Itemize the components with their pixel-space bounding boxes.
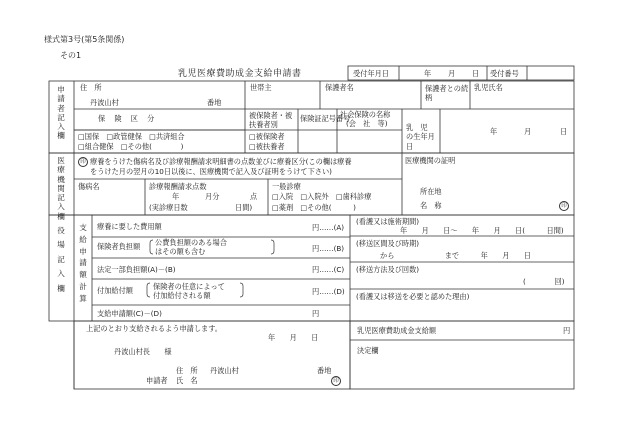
address-label: 住 所 xyxy=(80,83,102,92)
birth-label: 乳 児 の生年月日 xyxy=(406,123,435,151)
payment-yen: 円 xyxy=(563,326,571,335)
additional-benefit-label: 付加給付額 xyxy=(97,286,133,295)
transfer-section-label: (移送区間及び時期) xyxy=(356,239,420,248)
insurance-options-2[interactable]: □組合健保 □その他( ) xyxy=(78,142,184,151)
medical-note-2: をうけた月の翌月の10日以後に、医療機関で記入及び証明をうけて下さい) xyxy=(90,167,332,176)
insurer-burden-unit: 円……(B) xyxy=(312,244,345,253)
days-unit: 日間) xyxy=(235,203,253,212)
householder-field[interactable] xyxy=(250,94,318,108)
infant-name-label: 乳児氏名 xyxy=(474,83,503,92)
guardian-field[interactable] xyxy=(322,94,419,108)
transfer-method-label: (移送方法及び回数) xyxy=(356,265,420,274)
disease-label: 傷病名 xyxy=(78,182,100,191)
points-label: 診療報酬請求点数 xyxy=(149,182,207,191)
insured-option-2[interactable]: □被扶養者 xyxy=(249,142,285,151)
burden-note-1: 公費負担額のある場合 xyxy=(155,238,227,247)
medical-section-label: 医療機関記入欄 xyxy=(57,156,65,221)
guardian-label: 保護者名 xyxy=(325,83,354,92)
applicant-label: 申請者 xyxy=(146,376,168,385)
insurance-number-label: 保険証記号番号 xyxy=(300,114,351,123)
insurance-number-field[interactable] xyxy=(299,131,335,151)
care-period-label: (看護又は施術期間) xyxy=(356,217,420,226)
receipt-nen: 年 xyxy=(424,69,432,78)
necessity-reason-label: (看護又は移送を必要と認めた理由) xyxy=(356,292,470,301)
facility-seal-icon: 印 xyxy=(559,201,569,211)
category-options-2[interactable]: □薬剤 □その他( ) xyxy=(272,203,356,212)
certify-label: 医療機関の証明 xyxy=(405,156,456,165)
office-section-label: 役場記入欄 xyxy=(57,226,65,293)
payment-amount-field[interactable] xyxy=(460,323,560,337)
receipt-tsuki: 月 xyxy=(448,69,456,78)
receipt-date-label: 受付年月日 xyxy=(353,69,389,78)
applicant-seal-icon: 印 xyxy=(331,376,341,386)
declaration-text: 上記のとおり支給されるよう申請します。 xyxy=(86,324,222,333)
cost-unit: 円……(A) xyxy=(312,223,345,232)
birth-hi: 日 xyxy=(560,127,568,136)
category-options-1[interactable]: □入院 □入院外 □歯科診療 xyxy=(272,192,372,201)
relation-label: 保護者との続柄 xyxy=(425,84,469,103)
page-title: 乳児医療費助成金支給申請書 xyxy=(178,69,302,79)
copay-label: 法定一部負担額(A)－(B) xyxy=(97,265,176,274)
birth-tsuki: 月 xyxy=(524,127,532,136)
receipt-number-field[interactable] xyxy=(528,67,573,79)
addressee: 丹波山村長 様 xyxy=(114,347,172,356)
transfer-method-value: ( 回) xyxy=(523,277,565,286)
receipt-hi: 日 xyxy=(472,69,480,78)
insurance-options-1[interactable]: □国保 □政管健保 □共済組合 xyxy=(78,132,185,141)
form-id: 様式第3号(第5条関係) xyxy=(44,35,125,44)
care-period-value: 年 月 日～ 年 月 日( 日間) xyxy=(400,226,564,235)
address-value: 丹波山村 xyxy=(90,98,119,107)
sheet-label: その1 xyxy=(60,51,82,60)
infant-name-field[interactable] xyxy=(472,94,572,108)
birth-nen: 年 xyxy=(490,127,498,136)
applicant-name-label: 氏 名 xyxy=(176,376,198,385)
burden-note-2: はその額も含む xyxy=(155,247,206,256)
additional-benefit-unit: 円……(D) xyxy=(312,287,345,296)
points-unit: 点 xyxy=(250,192,258,201)
receipt-number-label: 受付番号 xyxy=(490,69,519,78)
calc-label: 支給申請額計算 xyxy=(79,223,87,303)
claim-amount-unit: 円 xyxy=(312,309,320,318)
insured-option-1[interactable]: □被保険者 xyxy=(249,132,285,141)
declaration-date: 年 月 日 xyxy=(268,333,319,342)
days-label: (実診療日数 xyxy=(149,203,188,212)
category-label: 一般診療 xyxy=(272,182,301,191)
insured-type-label: 被保険者・被扶養者別 xyxy=(249,111,293,129)
claim-amount-label: 支給申請額(C)－(D) xyxy=(97,309,162,318)
applicant-section-label: 申請者記入欄 xyxy=(57,85,65,141)
insurer-sub: (会 社 等) xyxy=(346,119,388,128)
payment-amount-label: 乳児医療費助成金支給額 xyxy=(357,326,437,335)
applicant-banchi: 番地 xyxy=(317,366,332,375)
address-banchi: 番地 xyxy=(207,98,222,107)
applicant-address-value: 丹波山村 xyxy=(210,366,239,375)
cost-label: 療養に要した費用額 xyxy=(97,222,162,231)
householder-label: 世帯主 xyxy=(250,83,272,92)
medical-note-1: 療養をうけた傷病名及び診療報酬請求明細書の点数並びに療養区分(この欄は療養 xyxy=(90,157,352,166)
points-tsuki: 月分 xyxy=(205,192,220,201)
decision-label: 決定欄 xyxy=(357,346,379,355)
transfer-section-value: から まで 年 月 日 xyxy=(380,251,531,260)
seal-mark-icon: 印 xyxy=(78,157,88,167)
facility-name-label: 名 称 xyxy=(420,201,442,210)
insurer-burden-label: 保険者負担額 xyxy=(97,242,141,251)
copay-unit: 円……(C) xyxy=(312,265,345,274)
insurer-label: 社会保険の名称 xyxy=(340,110,391,119)
insurer-field[interactable] xyxy=(339,131,400,151)
additional-note-1: 保険者の任意によって xyxy=(153,282,225,291)
points-nen: 年 xyxy=(172,192,180,201)
applicant-address-label: 住 所 xyxy=(176,366,198,375)
insurance-class-label: 保 険 区 分 xyxy=(98,114,156,123)
location-label: 所在地 xyxy=(420,187,442,196)
additional-note-2: 付加給付される額 xyxy=(153,291,211,300)
applicant-name-field[interactable] xyxy=(200,374,330,386)
